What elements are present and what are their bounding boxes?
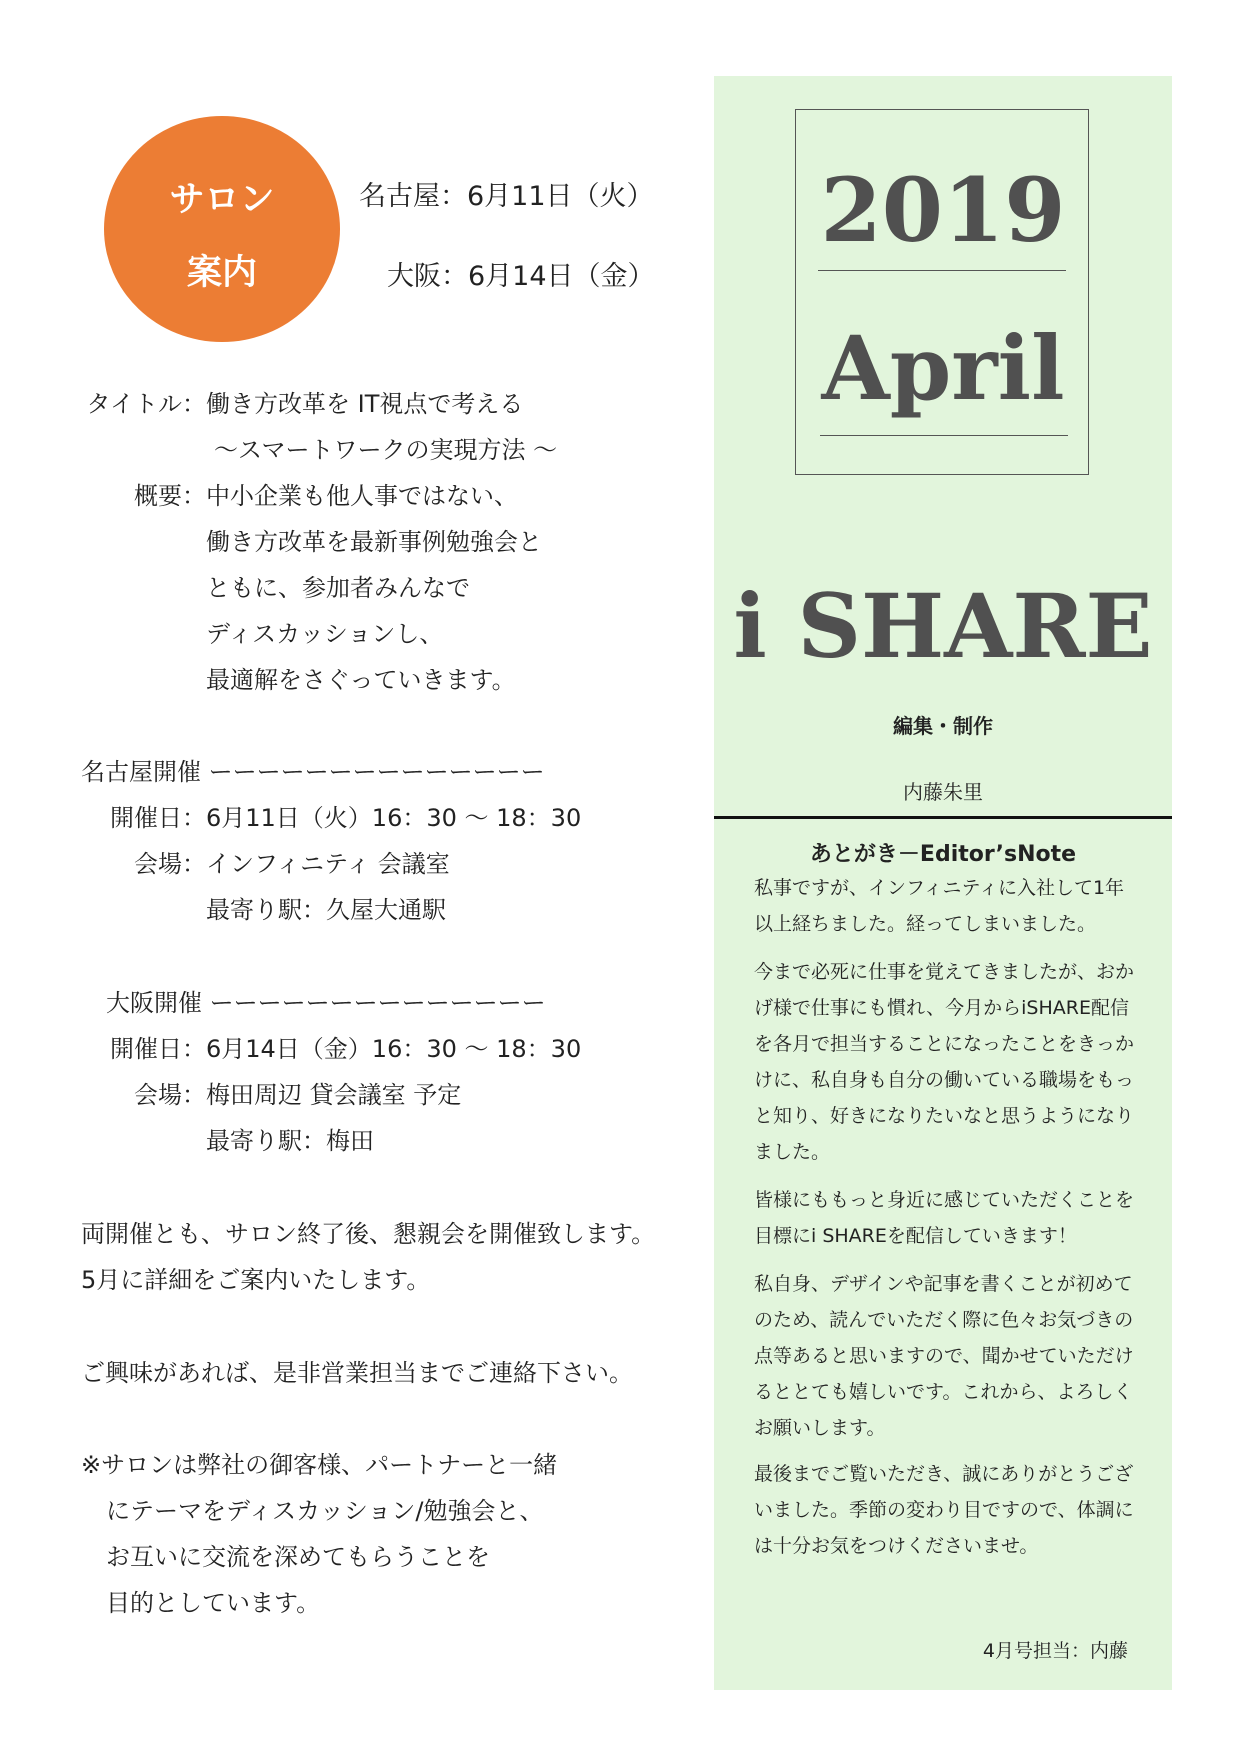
note-line: 私事ですが、インフィニティに入社して1年: [754, 877, 1125, 899]
note-paragraph: [754, 1266, 1134, 1446]
title-line1: 働き方改革を IT視点で考える: [206, 390, 524, 418]
nagoya-venue-label: 会場：: [134, 850, 206, 878]
nagoya-heading: 名古屋開催 ーーーーーーーーーーーーーー: [81, 758, 545, 786]
note-line: 最後までご覧いただき、誠にありがとうござ: [754, 1463, 1134, 1485]
note-paragraph: [754, 870, 1124, 942]
summary-line: 働き方改革を最新事例勉強会と: [206, 528, 542, 556]
note-line: のため、読んでいただく際に色々お気づきの: [754, 1309, 1134, 1331]
title-label: タイトル：: [86, 390, 206, 418]
osaka-date: 6月14日（金）16：30 ～ 18：30: [206, 1035, 582, 1063]
issue-signature: 4月号担当：内藤: [982, 1640, 1128, 1662]
social-note-line: 5月に詳細をご案内いたします。: [81, 1266, 431, 1294]
purpose-line: お互いに交流を深めてもらうことを: [106, 1543, 490, 1571]
purpose-line: にテーマをディスカッション/勉強会と、: [106, 1497, 544, 1525]
note-paragraph: [754, 1456, 1134, 1564]
note-line: いました。季節の変わり目ですので、体調に: [754, 1499, 1134, 1521]
month-rule: [820, 435, 1068, 436]
note-line: 私自身、デザインや記事を書くことが初めて: [754, 1273, 1133, 1295]
badge-line1: サロン: [169, 180, 275, 220]
osaka-venue: 梅田周辺 貸会議室 予定: [206, 1081, 462, 1109]
section-divider: [714, 816, 1172, 819]
note-paragraph: [754, 954, 1134, 1170]
salon-badge: [104, 116, 340, 342]
summary-line: 中小企業も他人事ではない、: [206, 482, 518, 510]
osaka-heading: 大阪開催 ーーーーーーーーーーーーーー: [106, 989, 546, 1017]
purpose-line: ※サロンは弊社の御客様、パートナーと一緒: [81, 1451, 558, 1479]
note-line: けに、私自身も自分の働いている職場をもっ: [754, 1069, 1135, 1091]
social-note-line: 両開催とも、サロン終了後、懇親会を開催致します。: [81, 1220, 656, 1248]
note-line: るととても嬉しいです。これから、よろしく: [754, 1381, 1133, 1403]
purpose-line: 目的としています。: [106, 1589, 321, 1617]
summary-label: 概要：: [134, 482, 206, 510]
note-line: 点等あると思いますので、聞かせていただけ: [754, 1345, 1134, 1367]
note-line: ました。: [754, 1141, 831, 1163]
summary-line: ともに、参加者みんなで: [206, 574, 470, 602]
year-rule: [818, 270, 1066, 271]
issue-month: April: [821, 316, 1065, 420]
brand-title: i SHARE: [733, 574, 1153, 678]
osaka-venue-label: 会場：: [134, 1081, 206, 1109]
nagoya-date: 6月11日（火）16：30 ～ 18：30: [206, 804, 582, 832]
contact-note: ご興味があれば、是非営業担当までご連絡下さい。: [81, 1359, 633, 1387]
note-title: あとがき－Editor’sNote: [809, 842, 1077, 867]
summary-line: 最適解をさぐっていきます。: [206, 666, 516, 694]
note-line: 以上経ちました。経ってしまいました。: [754, 913, 1097, 935]
date-osaka: 大阪：6月14日（金）: [387, 261, 655, 292]
osaka-station: 最寄り駅：梅田: [206, 1127, 374, 1155]
title-line2: ～スマートワークの実現方法 ～: [214, 436, 558, 464]
note-line: 目標にi SHAREを配信していきます！: [754, 1225, 1077, 1247]
editor-name: 内藤朱里: [903, 780, 983, 804]
note-line: と知り、好きになりたいなと思うようになり: [754, 1105, 1135, 1127]
edit-label: 編集・制作: [893, 714, 993, 738]
note-line: は十分お気をつけくださいませ。: [754, 1535, 1039, 1557]
note-line: 皆様にももっと身近に感じていただくことを: [754, 1189, 1135, 1211]
nagoya-station: 最寄り駅：久屋大通駅: [206, 896, 446, 924]
note-line: 今まで必死に仕事を覚えてきましたが、おか: [754, 961, 1135, 983]
issue-year: 2019: [820, 158, 1066, 262]
osaka-date-label: 開催日：: [110, 1035, 206, 1063]
note-line: を各月で担当することになったことをきっか: [754, 1033, 1135, 1055]
badge-line2: 案内: [186, 253, 257, 293]
note-line: お願いします。: [754, 1417, 886, 1439]
nagoya-date-label: 開催日：: [110, 804, 206, 832]
note-paragraph: [754, 1182, 1134, 1254]
date-nagoya: 名古屋：6月11日（火）: [359, 181, 654, 212]
nagoya-venue: インフィニティ 会議室: [206, 850, 450, 878]
summary-line: ディスカッションし、: [206, 620, 444, 648]
note-line: げ様で仕事にも慣れ、今月からiSHARE配信: [754, 997, 1129, 1019]
